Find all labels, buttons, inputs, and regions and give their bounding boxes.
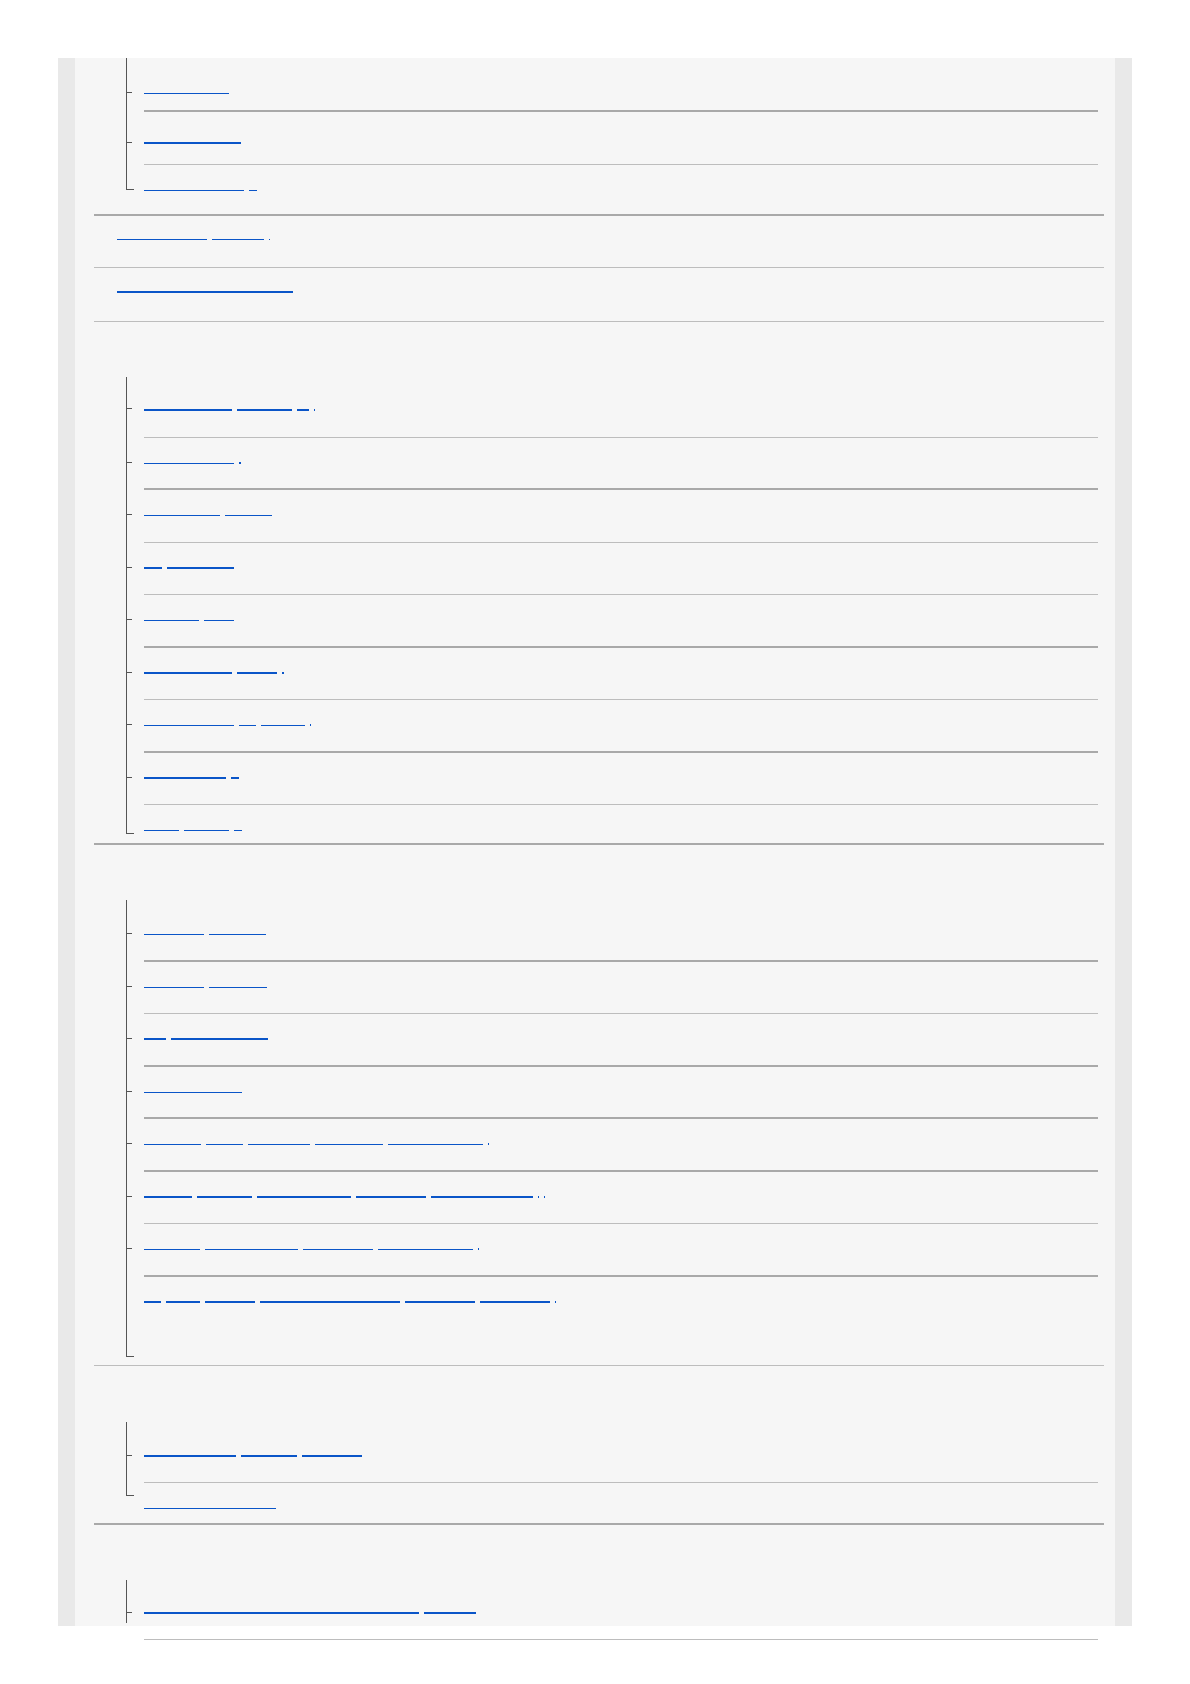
toc-link[interactable] — [144, 714, 311, 726]
section-c-item-5[interactable] — [144, 1119, 1098, 1172]
tree-tick — [126, 1038, 132, 1039]
separator — [94, 267, 1104, 268]
toc-link[interactable] — [144, 179, 257, 191]
toc-link[interactable] — [144, 1081, 242, 1093]
toc-link[interactable] — [144, 504, 272, 516]
section-c-item-2[interactable] — [144, 962, 1098, 1014]
toc-link[interactable] — [144, 767, 239, 779]
tree-tick — [126, 1248, 132, 1249]
section-c-item-4[interactable] — [144, 1067, 1098, 1119]
tree-tick — [126, 777, 132, 778]
tree-connector-end — [126, 1356, 134, 1357]
section-b-item-6[interactable] — [144, 648, 1098, 700]
document-content — [75, 58, 1115, 1626]
section-d-item-2[interactable] — [144, 1483, 1098, 1515]
toc-link[interactable] — [144, 1291, 556, 1303]
section-e-item-1[interactable] — [144, 1588, 1098, 1640]
section-c-item-3[interactable] — [144, 1014, 1098, 1067]
separator — [144, 1639, 1098, 1640]
toc-link[interactable] — [144, 1445, 362, 1457]
separator — [94, 1523, 1104, 1525]
toc-link[interactable] — [144, 132, 241, 144]
tree-tick — [126, 92, 132, 93]
tree-tick — [126, 1196, 132, 1197]
tree-tick — [126, 1091, 132, 1092]
toc-link[interactable] — [144, 82, 229, 94]
tree-tick — [126, 986, 132, 987]
toc-link[interactable] — [117, 239, 270, 240]
toc-link[interactable] — [144, 1186, 545, 1198]
section-b-item-5[interactable] — [144, 595, 1098, 648]
toc-link[interactable] — [144, 1602, 476, 1614]
separator — [94, 843, 1104, 845]
tree-connector-end — [126, 1495, 134, 1496]
toc-link[interactable] — [144, 662, 284, 674]
section-a-item-1[interactable] — [144, 68, 1098, 112]
toc-link[interactable] — [144, 399, 315, 411]
section-c-item-1[interactable] — [144, 909, 1098, 962]
tree-tick — [126, 408, 132, 409]
separator — [94, 1365, 1104, 1366]
toc-link[interactable] — [144, 819, 242, 831]
tree-tick — [126, 672, 132, 673]
tree-tick — [126, 724, 132, 725]
tree-connector — [126, 58, 127, 189]
separator — [94, 321, 1104, 322]
section-b-item-4[interactable] — [144, 543, 1098, 595]
toc-link[interactable] — [144, 452, 241, 464]
tree-tick — [126, 1143, 132, 1144]
toc-link[interactable] — [144, 557, 234, 569]
toc-link[interactable] — [144, 1028, 268, 1040]
tree-connector — [126, 1422, 127, 1495]
tree-tick — [126, 142, 132, 143]
section-c-item-7[interactable] — [144, 1224, 1098, 1277]
tree-connector-end — [126, 189, 134, 190]
section-c-item-6[interactable] — [144, 1172, 1098, 1224]
section-c-item-8[interactable] — [144, 1277, 1098, 1357]
section-b-item-2[interactable] — [144, 438, 1098, 490]
toc-link[interactable] — [117, 291, 293, 293]
section-b-item-3[interactable] — [144, 490, 1098, 543]
toc-link[interactable] — [144, 923, 266, 935]
section-b-item-1[interactable] — [144, 385, 1098, 438]
tree-tick — [126, 619, 132, 620]
toc-link[interactable] — [144, 976, 267, 988]
section-d-item-1[interactable] — [144, 1431, 1098, 1483]
toc-link[interactable] — [144, 1133, 489, 1145]
toc-link[interactable] — [144, 1238, 479, 1250]
section-b-item-9[interactable] — [144, 805, 1098, 841]
tree-connector-end — [126, 833, 134, 834]
tree-connector — [126, 900, 127, 1356]
toc-link[interactable] — [144, 609, 234, 621]
tree-tick — [126, 567, 132, 568]
section-b-item-8[interactable] — [144, 753, 1098, 805]
tree-tick — [126, 933, 132, 934]
section-a-item-2[interactable] — [144, 112, 1098, 165]
tree-tick — [126, 1612, 132, 1613]
tree-tick — [126, 514, 132, 515]
tree-tick — [126, 462, 132, 463]
section-b-item-7[interactable] — [144, 700, 1098, 753]
tree-connector — [126, 1580, 127, 1623]
separator — [94, 214, 1104, 216]
tree-connector — [126, 377, 127, 833]
tree-tick — [126, 1455, 132, 1456]
toc-link[interactable] — [144, 1497, 276, 1509]
section-a-item-3[interactable] — [144, 165, 1098, 195]
